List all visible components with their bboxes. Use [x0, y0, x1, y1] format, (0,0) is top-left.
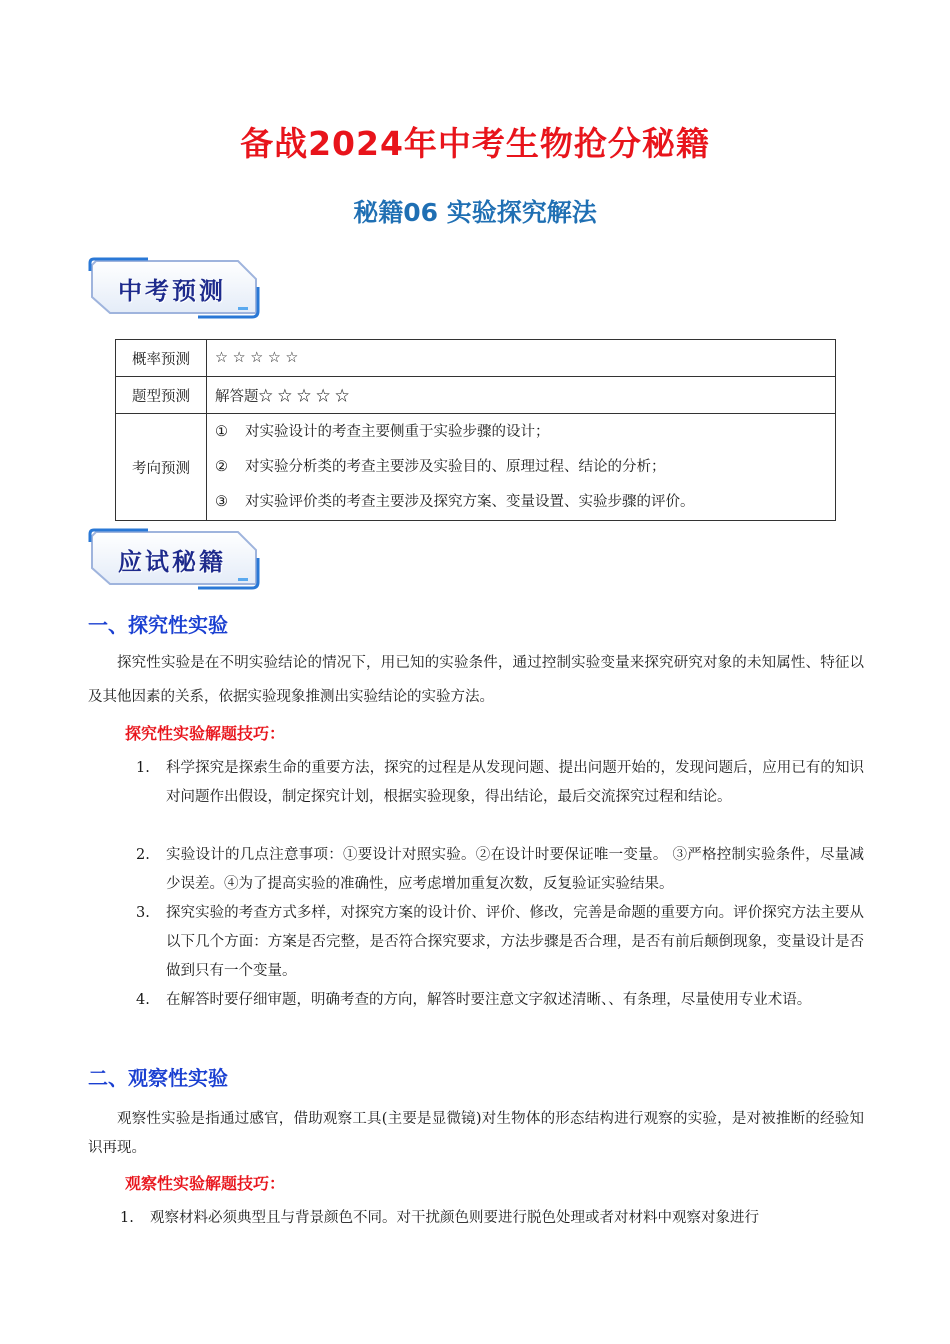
- tips-heading: 探究性实验解题技巧：: [125, 724, 286, 743]
- direction-item: ① 对实验设计的考查主要侧重于实验步骤的设计；: [215, 423, 550, 440]
- direction-item: ② 对实验分析类的考查主要涉及实验目的、原理过程、结论的分析；: [215, 458, 666, 475]
- section-heading: 二、观察性实验: [88, 1066, 228, 1090]
- list-item: 1. 科学探究是探索生命的重要方法，探究的过程是从发现问题、提出问题开始的，发现问题后，应用已有的知识对问题作出假设，制定探究计划，根据实验现象，得出结论，最后交流探究过程和结论。: [136, 760, 864, 805]
- section-intro: 探究性实验是在不明实验结论的情况下，用已知的实验条件，通过控制实验变量来探究研究对象的未知属性、特征以及其他因素的关系，依据实验现象推测出实验结论的实验方法。: [88, 655, 864, 705]
- list-item: 2. 实验设计的几点注意事项：①要设计对照实验。②在设计时要保证唯一变量。 ③严格控制实验条件，尽量减少误差。④为了提高实验的准确性，应考虑增加重复次数，反复验证实验结果。: [136, 847, 864, 892]
- document-title: 备战2024年中考生物抢分秘籍: [240, 124, 710, 163]
- table-row: [116, 340, 836, 377]
- secrets-badge-label: 应试秘籍: [118, 547, 226, 576]
- table-cell-label: 考向预测: [116, 414, 207, 521]
- table-row: [116, 414, 836, 521]
- table-cell-value: [207, 414, 836, 521]
- direction-item: ③ 对实验评价类的考查主要涉及探究方案、变量设置、实验步骤的评价。: [215, 493, 695, 510]
- list-item: 1. 观察材料必须典型且与背景颜色不同。对干扰颜色则要进行脱色处理或者对材料中观察对象进行: [120, 1210, 759, 1226]
- list-item: 4. 在解答时要仔细审题，明确考查的方向，解答时要注意文字叙述清晰、、有条理，尽量使用专业术语。: [136, 992, 812, 1008]
- prediction-badge: [88, 257, 260, 319]
- table-cell-label: 概率预测: [116, 340, 207, 377]
- section-heading: 一、探究性实验: [88, 613, 228, 637]
- section-intro: 观察性实验是指通过感官，借助观察工具(主要是显微镜)对生物体的形态结构进行观察的实验，是对被推断的经验知识再现。: [88, 1111, 864, 1156]
- document-subtitle: 秘籍06 实验探究解法: [353, 198, 597, 227]
- table-cell-value: 解答题☆ ☆ ☆ ☆ ☆: [207, 377, 836, 414]
- tips-heading: 观察性实验解题技巧：: [125, 1174, 286, 1193]
- table-row: [116, 377, 836, 414]
- table-cell-value: ☆ ☆ ☆ ☆ ☆: [207, 340, 836, 377]
- list-item: 3. 探究实验的考查方式多样，对探究方案的设计价、评价、修改，完善是命题的重要方向。评价探究方法主要从以下几个方面：方案是否完整，是否符合探究要求，方法步骤是否合理，是否有前后颠倒现象，变量设计是否做到只有一个变量。: [136, 905, 864, 979]
- prediction-table: [115, 339, 836, 521]
- secrets-badge: [88, 528, 260, 590]
- prediction-badge-label: 中考预测: [118, 276, 226, 305]
- table-cell-label: 题型预测: [116, 377, 207, 414]
